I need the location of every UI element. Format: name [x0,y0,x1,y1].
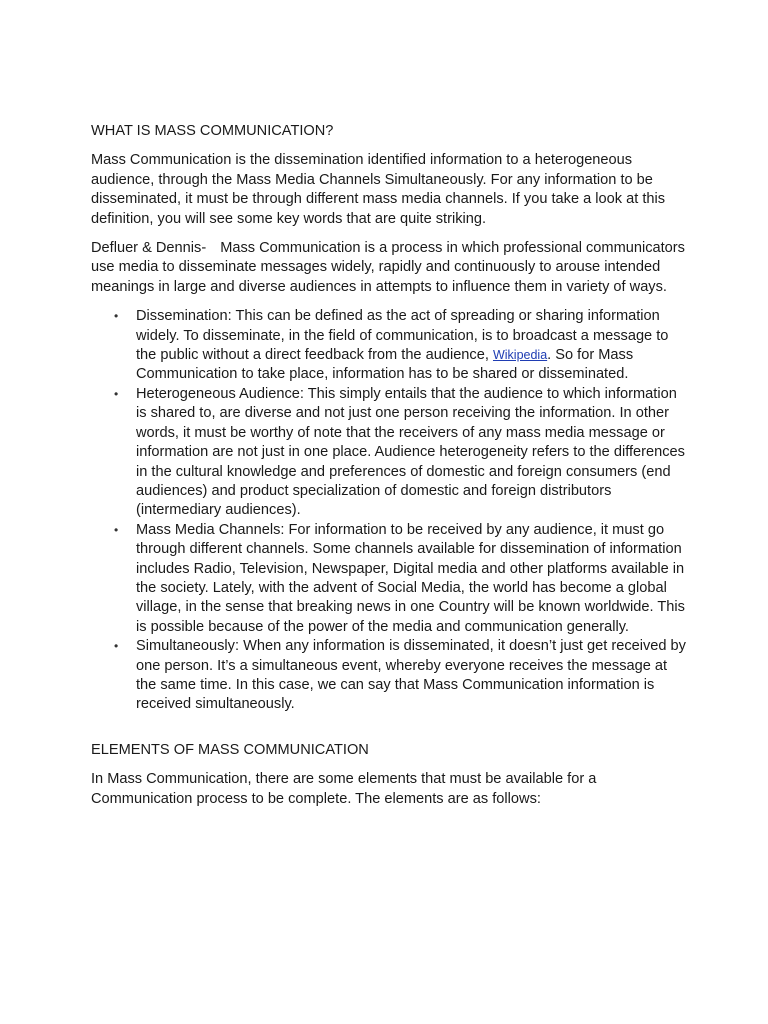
section-heading-elements: ELEMENTS OF MASS COMMUNICATION [91,741,369,758]
section-heading-what-is: WHAT IS MASS COMMUNICATION? [91,123,334,139]
list-item-heterogeneous-audience: • Heterogeneous Audience: This simply entails that the audience to which information is shared to, are diverse and not just one person receiving the information. In other words, it must be worthy of note that the receivers of any mass media message or information are not just in one place. Audience heterogeneity refers to the differences in the cultural knowledge and preferences of domestic and foreign consumers (end audiences) and product specialization of domestic and foreign distributors (intermediary audiences). [136,385,686,521]
definition-paragraph [91,239,686,297]
intro-paragraph: Mass Communication is the dissemination identified information to a heterogeneous audience, through the Mass Media Channels Simultaneously. For any information to be disseminated, it must be through different mass media channels. If you take a look at this definition, you will see some key words that are quite striking. [91,152,666,227]
wikipedia-link[interactable]: Wikipedia [492,348,548,363]
definition-author: Defluer & Dennis- [91,240,207,257]
list-item-mass-media-channels: • Mass Media Channels: For information to be received by any audience, it must go through different channels. Some channels available for dissemination of information includes Radio, Television, Newspaper, Digital media and other platforms available in the society. Lately, with the advent of Social Media, the world has become a global village, in the sense that breaking news in one Country will be known worldwide. This is possible because of the power of the media and communication generally. [136,521,686,637]
elements-intro-paragraph: In Mass Communication, there are some elements that must be available for a Communication process to be complete. The elements are as follows: [91,771,597,807]
list-item-text: Dissemination: This can be defined as the act of spreading or sharing information widely. To disseminate, in the field of communication, is to broadcast a message to the public without a direct feedback from the audience, [136,308,669,364]
list-item-text: . So for Mass Communication to take place, information has to be shared or disseminated. [136,347,634,383]
list-item-simultaneously: • Simultaneously: When any information is disseminated, it doesn’t just get received by one person. It’s a simultaneous event, whereby everyone receives the message at the same time. In this case, we can say that Mass Communication information is received simultaneously. [136,637,686,715]
key-words-list [91,307,686,715]
document-body [91,122,686,819]
list-item-dissemination [136,307,686,385]
definition-text: Mass Communication is a process in which professional communicators use media to disseminate messages widely, rapidly and continuously to arouse intended meanings in large and diverse audiences in attempts to influence them in variety of ways. [91,240,685,295]
